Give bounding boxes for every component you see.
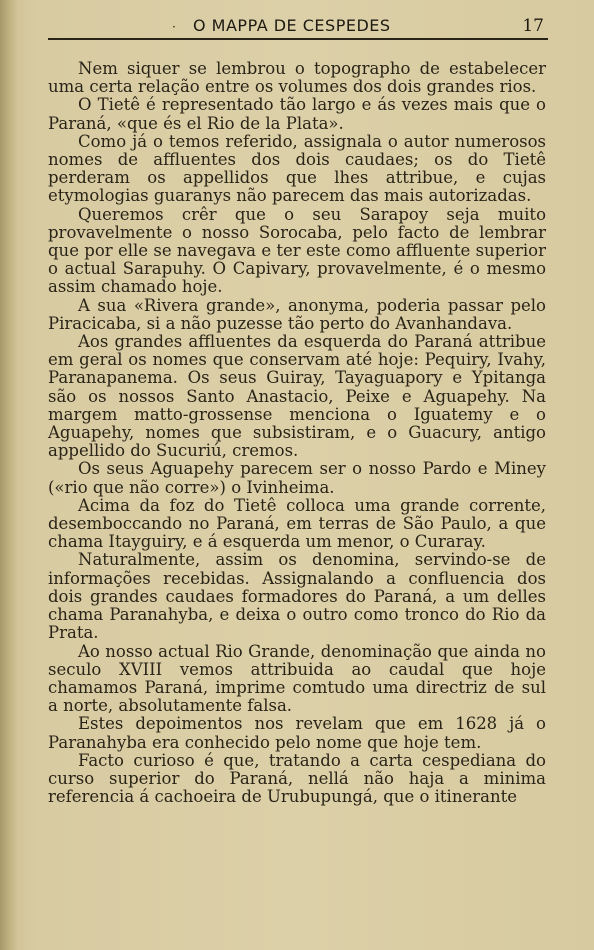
page-number: 17 (522, 16, 544, 36)
running-title: O MAPPA DE CESPEDES (193, 16, 391, 35)
body-text (48, 60, 546, 806)
paragraph: Estes depoimentos nos revelam que em 1628 já o Paranahyba era conhecido pelo nome que hoje tem. (48, 714, 546, 752)
header-dot: · (172, 20, 176, 34)
paragraph: O Tietê é representado tão largo e ás vezes mais que o Paraná, «que és el Rio de la Plata». (48, 95, 546, 133)
paragraph: Queremos crêr que o seu Sarapoy seja muito provavelmente o nosso Sorocaba, pelo facto de lembrar que por elle se navegava e ter este como affluente superior o actual Sarapuhy. O Capivary, provavelmente, é o mesmo assim chamado hoje. (48, 204, 546, 297)
paragraph: Aos grandes affluentes da esquerda do Paraná attribue em geral os nomes que conservam até hoje: Pequiry, Ivahy, Paranapanema. Os seus Guiray, Tayaguapory e Ypitanga são os nossos Santo Anastacio, Peixe e Aguapehy. Na margem matto-grossense menciona o Iguatemy e o Aguapehy, nomes que subsistiram, e o Guacury, antigo appellido do Sucuriú, cremos. (48, 332, 546, 461)
running-header (48, 14, 548, 38)
paragraph: Naturalmente, assim os denomina, servindo-se de informações recebidas. Assignalando a confluencia dos dois grandes caudaes formadores do Paraná, a um delles chama Paranahyba, e deixa o outro como tronco do Rio da Prata. (48, 550, 546, 643)
paragraph: Facto curioso é que, tratando a carta cespediana do curso superior do Paraná, nellá não haja a minima referencia á cachoeira de Urubupungá, que o itinerante (48, 750, 546, 807)
paragraph: Acima da foz do Tietê colloca uma grande corrente, desemboccando no Paraná, em terras de São Paulo, a que chama Itayguiry, e á esquerda um menor, o Curaray. (48, 495, 546, 552)
paragraph: Nem siquer se lembrou o topographo de estabelecer uma certa relação entre os volumes dos dois grandes rios. (48, 59, 546, 97)
paragraph: Os seus Aguapehy parecem ser o nosso Pardo e Miney («rio que não corre») o Ivinheima. (48, 459, 546, 497)
paragraph: Como já o temos referido, assignala o autor numerosos nomes de affluentes dos dois caudaes; os do Tietê perderam os appellidos que lhes attribue, e cujas etymologias guaranys não parecem das mais autorizadas. (48, 131, 546, 206)
paragraph: Ao nosso actual Rio Grande, denominação que ainda no seculo XVIII vemos attribuida ao caudal que hoje chamamos Paraná, imprime comtudo uma directriz de sul a norte, absolutamente falsa. (48, 641, 546, 716)
header-rule (48, 38, 548, 40)
paragraph: A sua «Rivera grande», anonyma, poderia passar pelo Piracicaba, si a não puzesse tão perto do Avanhandava. (48, 295, 546, 333)
page-binding-edge (0, 0, 18, 950)
